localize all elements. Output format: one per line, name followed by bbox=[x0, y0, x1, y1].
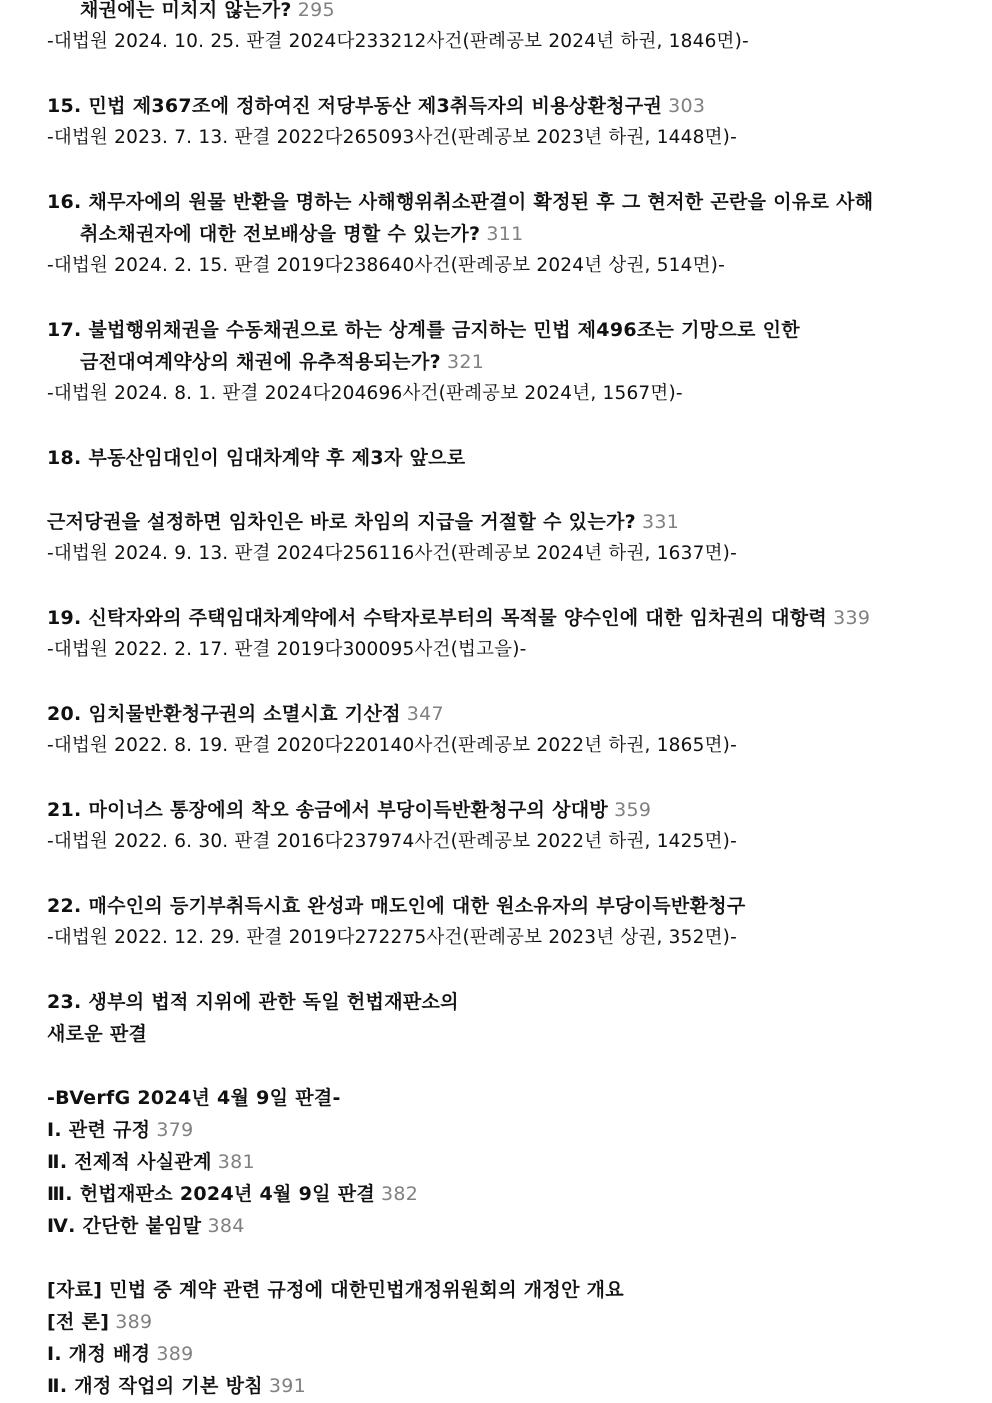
toc-entry-text: 19. 신탁자와의 주택임대차계약에서 수탁자로부터의 목적물 양수인에 대한 임차권의 대항력 bbox=[47, 607, 828, 629]
page-number: 379 bbox=[156, 1119, 194, 1141]
toc-entry bbox=[47, 509, 679, 535]
toc-citation bbox=[47, 925, 737, 951]
page-number: 382 bbox=[381, 1183, 419, 1205]
toc-entry-text: 15. 민법 제367조에 정하여진 저당부동산 제3취득자의 비용상환청구권 bbox=[47, 95, 663, 117]
toc-entry-text: -대법원 2022. 12. 29. 판결 2019다272275사건(판례공보 2023년 상권, 352면)- bbox=[47, 927, 737, 948]
toc-entry-text: 22. 매수인의 등기부취득시효 완성과 매도인에 대한 원소유자의 부당이득반환청구 bbox=[47, 895, 746, 917]
toc-entry-text: -대법원 2024. 10. 25. 판결 2024다233212사건(판례공보 2024년 하권, 1846면)- bbox=[47, 31, 749, 52]
toc-entry bbox=[47, 605, 870, 631]
toc-entry-text: 16. 채무자에의 원물 반환을 명하는 사해행위취소판결이 확정된 후 그 현저한 곤란을 이유로 사해 bbox=[47, 191, 874, 213]
page-number: 321 bbox=[446, 351, 485, 373]
toc-entry-text: -대법원 2022. 2. 17. 판결 2019다300095사건(법고을)- bbox=[47, 639, 527, 660]
toc-entry bbox=[80, 349, 484, 375]
toc-entry-text: Ⅳ. 간단한 붙임말 bbox=[47, 1215, 202, 1237]
toc-citation bbox=[47, 541, 737, 567]
toc-entry-text: 20. 임치물반환청구권의 소멸시효 기산점 bbox=[47, 703, 401, 725]
toc-entry-text: 채권에는 미치지 않는가? bbox=[80, 0, 292, 21]
toc-entry bbox=[47, 1117, 194, 1143]
toc-entry bbox=[47, 1373, 306, 1399]
toc-citation bbox=[47, 253, 725, 279]
toc-entry-text: -대법원 2023. 7. 13. 판결 2022다265093사건(판례공보 2023년 하권, 1448면)- bbox=[47, 127, 737, 148]
toc-entry-text: -대법원 2024. 2. 15. 판결 2019다238640사건(판례공보 2024년 상권, 514면)- bbox=[47, 255, 725, 276]
page-number: 384 bbox=[207, 1215, 245, 1237]
toc-entry-text: 23. 생부의 법적 지위에 관한 독일 헌법재판소의 bbox=[47, 991, 459, 1013]
toc-citation bbox=[47, 29, 749, 55]
toc-entry bbox=[47, 1309, 152, 1335]
toc-entry bbox=[47, 1085, 341, 1111]
toc-entry bbox=[47, 445, 465, 471]
toc-entry bbox=[47, 701, 444, 727]
toc-entry-text: -대법원 2024. 9. 13. 판결 2024다256116사건(판례공보 2024년 하권, 1637면)- bbox=[47, 543, 737, 564]
toc-entry-text: [전 론] bbox=[47, 1311, 110, 1333]
toc-entry-text: Ⅰ. 관련 규정 bbox=[47, 1119, 151, 1141]
toc-entry bbox=[47, 797, 651, 823]
page-number: 391 bbox=[268, 1375, 307, 1397]
toc-entry-text: -대법원 2024. 8. 1. 판결 2024다204696사건(판례공보 2024년, 1567면)- bbox=[47, 383, 683, 404]
toc-entry bbox=[80, 0, 335, 23]
toc-entry-text: -대법원 2022. 8. 19. 판결 2020다220140사건(판례공보 2022년 하권, 1865면)- bbox=[47, 735, 737, 756]
toc-entry-text: Ⅱ. 개정 작업의 기본 방침 bbox=[47, 1375, 263, 1397]
page-number: 331 bbox=[641, 511, 680, 533]
toc-entry-text: 17. 불법행위채권을 수동채권으로 하는 상계를 금지하는 민법 제496조는 기망으로 인한 bbox=[47, 319, 800, 341]
toc-entry-text: -대법원 2022. 6. 30. 판결 2016다237974사건(판례공보 2022년 하권, 1425면)- bbox=[47, 831, 737, 852]
toc-entry bbox=[80, 221, 524, 247]
toc-entry bbox=[47, 1181, 418, 1207]
page-number: 359 bbox=[614, 799, 652, 821]
page-number: 381 bbox=[217, 1151, 255, 1173]
toc-citation bbox=[47, 125, 737, 151]
toc-entry bbox=[47, 317, 800, 343]
toc-citation bbox=[47, 637, 527, 663]
toc-entry bbox=[47, 1149, 255, 1175]
toc-entry-text: 18. 부동산임대인이 임대차계약 후 제3자 앞으로 bbox=[47, 447, 466, 469]
page-number: 389 bbox=[156, 1343, 194, 1365]
toc-entry-text: -BVerfG 2024년 4월 9일 판결- bbox=[47, 1087, 341, 1109]
toc-entry-text: 새로운 판결 bbox=[47, 1023, 148, 1045]
page-number: 311 bbox=[486, 223, 524, 245]
toc-entry-text: 취소채권자에 대한 전보배상을 명할 수 있는가? bbox=[80, 223, 481, 245]
toc-entry bbox=[47, 189, 873, 215]
toc-citation bbox=[47, 733, 737, 759]
toc-entry bbox=[47, 1213, 245, 1239]
page-number: 347 bbox=[406, 703, 444, 725]
toc-entry-text: [자료] 민법 중 계약 관련 규정에 대한민법개정위원회의 개정안 개요 bbox=[47, 1279, 624, 1301]
page-number: 295 bbox=[297, 0, 335, 21]
page-number: 303 bbox=[668, 95, 706, 117]
toc-entry-text: 금전대여계약상의 채권에 유추적용되는가? bbox=[80, 351, 441, 373]
toc-entry bbox=[47, 989, 459, 1015]
toc-citation bbox=[47, 381, 683, 407]
toc-entry bbox=[47, 1021, 147, 1047]
toc-entry bbox=[47, 93, 705, 119]
toc-entry-text: Ⅰ. 개정 배경 bbox=[47, 1343, 151, 1365]
toc-entry-text: Ⅲ. 헌법재판소 2024년 4월 9일 판결 bbox=[47, 1183, 376, 1205]
page-number: 339 bbox=[833, 607, 871, 629]
toc-entry-text: 근저당권을 설정하면 임차인은 바로 차임의 지급을 거절할 수 있는가? bbox=[47, 511, 636, 533]
toc-entry-text: Ⅱ. 전제적 사실관계 bbox=[47, 1151, 212, 1173]
page-number: 389 bbox=[115, 1311, 153, 1333]
toc-entry bbox=[47, 893, 746, 919]
toc-citation bbox=[47, 829, 737, 855]
toc-entry bbox=[47, 1277, 624, 1303]
toc-entry bbox=[47, 1341, 194, 1367]
toc-entry-text: 21. 마이너스 통장에의 착오 송금에서 부당이득반환청구의 상대방 bbox=[47, 799, 609, 821]
